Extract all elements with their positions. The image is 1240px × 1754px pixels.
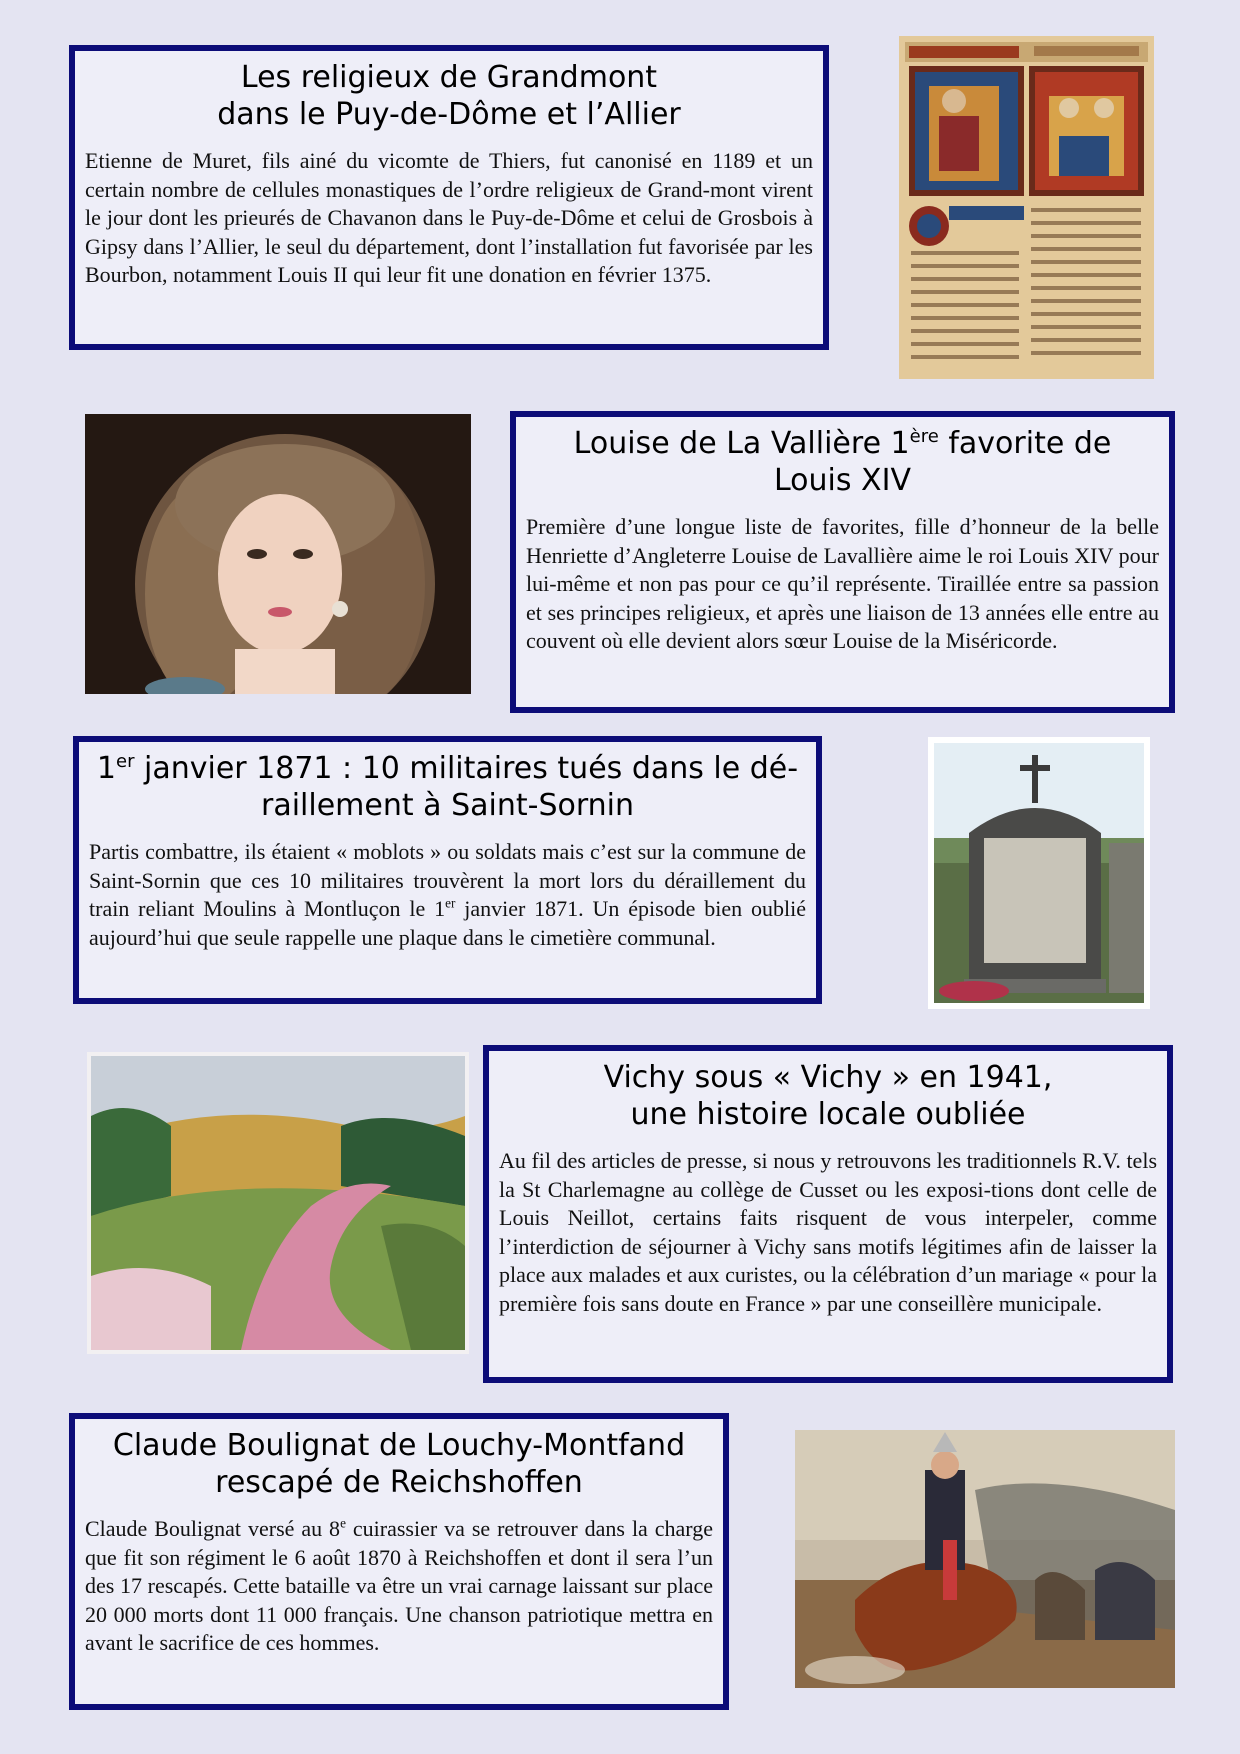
article-boulignat xyxy=(69,1413,729,1710)
article-title: 1er janvier 1871 : 10 militaires tués dans le dé- raillement à Saint-Sornin xyxy=(96,751,799,823)
article-saint-sornin xyxy=(73,736,822,1004)
article-title: Les religieux de Grandmont dans le Puy-de-Dôme et l’Allier xyxy=(217,60,681,132)
article-la-valliere xyxy=(510,411,1175,713)
manuscript-image xyxy=(899,36,1154,379)
memorial-plaque-image xyxy=(928,737,1150,1009)
article-body: Première d’une longue liste de favorites, fille d’honneur de la belle Henriette d’Angleterre Louise de Lavallière aime le roi Louis XIV pour lui-même et non pas pour ce qu’il représente. Tiraillée entre sa passion et ses principes religieux, et après une liaison de 13 années elle entre au couvent où elle devient alors sœur Louise de la Miséricorde. xyxy=(526,514,1159,653)
landscape-painting-image xyxy=(87,1052,469,1354)
article-body: Claude Boulignat versé au 8e cuirassier va se retrouver dans la charge que fit son régiment le 6 août 1870 à Reichshoffen et dont il sera l’un des 17 rescapés. Cette bataille va être un vrai carnage laissant sur place 20 000 morts dont 11 000 français. Une chanson patriotique mettra en avant le sacrifice de ces hommes. xyxy=(85,1515,713,1655)
article-grandmont xyxy=(69,45,829,350)
article-title: Louise de La Vallière 1ère favorite de Louis XIV xyxy=(573,426,1112,498)
article-body: Etienne de Muret, fils ainé du vicomte de Thiers, fut canonisé en 1189 et un certain nombre de cellules monastiques de l’ordre religieux de Grand-mont virent le jour dont les prieurés de Chavanon dans le Puy-de-Dôme et celui de Grosbois à Gipsy dans l’Allier, le seul du département, dont l’installation fut favorisée par les Bourbon, notamment Louis II qui leur fit une donation en février 1375. xyxy=(85,148,813,287)
article-body: Partis combattre, ils étaient « moblots » ou soldats mais c’est sur la commune de Saint-Sornin que ces 10 militaires trouvèrent la mort lors du déraillement du train reliant Moulins à Montluçon le 1er janvier 1871. Un épisode bien oublié aujourd’hui que seule rappelle une plaque dans le cimetière communal. xyxy=(89,839,806,950)
article-vichy-1941 xyxy=(483,1045,1173,1383)
cavalry-charge-painting-image xyxy=(795,1430,1175,1688)
portrait-image xyxy=(85,414,471,694)
article-body: Au fil des articles de presse, si nous y retrouvons les traditionnels R.V. tels la St Charlemagne au collège de Cusset ou les exposi-tions dont celle de Louis Neillot, certains faits risquent de vous interpeler, comme l’interdiction de séjourner à Vichy sans motifs légitimes afin de laisser la place aux malades et aux curistes, ou la célébration d’un mariage « pour la première fois sans doute en France » par une conseillère municipale. xyxy=(499,1148,1157,1316)
article-title: Vichy sous « Vichy » en 1941, une histoire locale oubliée xyxy=(603,1060,1053,1132)
article-title: Claude Boulignat de Louchy-Montfand rescapé de Reichshoffen xyxy=(112,1428,686,1500)
